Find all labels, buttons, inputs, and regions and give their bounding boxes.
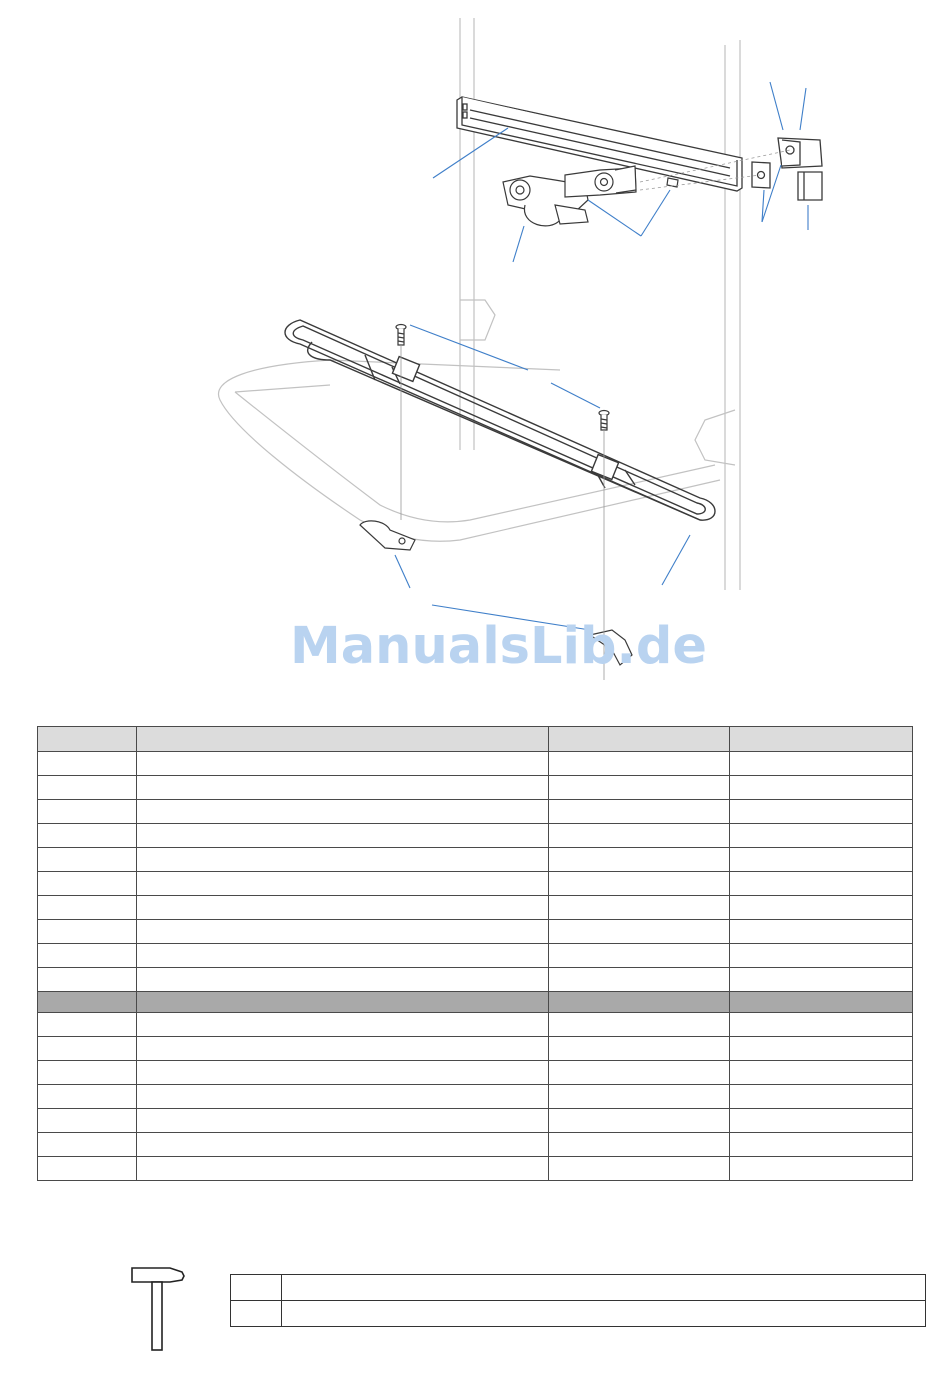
callout-leaders xyxy=(395,82,808,630)
table-cell xyxy=(730,1157,913,1181)
table-cell xyxy=(38,968,137,992)
table-cell xyxy=(730,776,913,800)
section-cell xyxy=(137,992,549,1013)
table-cell xyxy=(38,1061,137,1085)
table-cell xyxy=(137,1037,549,1061)
table-row xyxy=(38,848,913,872)
hammer-icon xyxy=(126,1262,190,1354)
table-cell xyxy=(549,1061,730,1085)
table-row xyxy=(38,920,913,944)
table-cell xyxy=(38,920,137,944)
table-cell xyxy=(38,752,137,776)
table-cell xyxy=(38,1133,137,1157)
table-cell xyxy=(137,752,549,776)
table-cell xyxy=(137,1157,549,1181)
table-row xyxy=(38,1157,913,1181)
table-cell xyxy=(38,1013,137,1037)
lock-mechanism xyxy=(503,166,678,226)
table-cell xyxy=(38,1109,137,1133)
tools-table xyxy=(230,1274,926,1327)
tools-cell xyxy=(282,1301,926,1327)
tools-cell xyxy=(231,1275,282,1301)
header-cell xyxy=(137,727,549,752)
table-cell xyxy=(730,968,913,992)
table-row xyxy=(38,872,913,896)
table-cell xyxy=(38,872,137,896)
table-cell xyxy=(549,848,730,872)
table-cell xyxy=(549,752,730,776)
table-cell xyxy=(137,1061,549,1085)
table-cell xyxy=(730,1109,913,1133)
table-cell xyxy=(137,968,549,992)
table-row xyxy=(38,1109,913,1133)
table-cell xyxy=(730,944,913,968)
table-row xyxy=(38,968,913,992)
table-cell xyxy=(137,848,549,872)
section-cell xyxy=(38,992,137,1013)
table-row xyxy=(38,776,913,800)
header-cell xyxy=(38,727,137,752)
table-cell xyxy=(730,1013,913,1037)
table-cell xyxy=(137,1133,549,1157)
table-cell xyxy=(38,944,137,968)
table-row xyxy=(38,1133,913,1157)
table-row xyxy=(38,1061,913,1085)
table-cell xyxy=(730,1085,913,1109)
table-cell xyxy=(730,1037,913,1061)
table-cell xyxy=(38,800,137,824)
table-cell xyxy=(137,920,549,944)
section-cell xyxy=(730,992,913,1013)
table-cell xyxy=(730,1061,913,1085)
table-row xyxy=(38,1085,913,1109)
table-cell xyxy=(549,1133,730,1157)
table-cell xyxy=(137,1109,549,1133)
tools-row xyxy=(231,1301,926,1327)
header-cell xyxy=(730,727,913,752)
table-section-row xyxy=(38,992,913,1013)
table-cell xyxy=(549,1085,730,1109)
table-cell xyxy=(730,848,913,872)
watermark: ManualsLib.de xyxy=(290,617,707,676)
table-cell xyxy=(730,872,913,896)
table-cell xyxy=(549,1013,730,1037)
table-cell xyxy=(137,824,549,848)
table-cell xyxy=(137,1085,549,1109)
table-header-row xyxy=(38,727,913,752)
table-row xyxy=(38,824,913,848)
table-cell xyxy=(137,1013,549,1037)
table-row xyxy=(38,944,913,968)
table-cell xyxy=(549,800,730,824)
table-row xyxy=(38,800,913,824)
table-cell xyxy=(38,1085,137,1109)
table-cell xyxy=(549,968,730,992)
table-cell xyxy=(38,824,137,848)
table-cell xyxy=(730,800,913,824)
table-row xyxy=(38,896,913,920)
table-cell xyxy=(137,944,549,968)
table-row xyxy=(38,1013,913,1037)
table-cell xyxy=(549,872,730,896)
table-cell xyxy=(137,800,549,824)
table-row xyxy=(38,1037,913,1061)
parts-table xyxy=(37,726,913,1181)
table-cell xyxy=(38,896,137,920)
table-cell xyxy=(730,824,913,848)
table-cell xyxy=(137,776,549,800)
table-cell xyxy=(137,896,549,920)
table-cell xyxy=(38,1157,137,1181)
tools-row xyxy=(231,1275,926,1301)
table-cell xyxy=(730,920,913,944)
table-cell xyxy=(549,824,730,848)
table-cell xyxy=(549,776,730,800)
table-cell xyxy=(549,920,730,944)
table-cell xyxy=(549,944,730,968)
table-cell xyxy=(549,896,730,920)
table-cell xyxy=(730,752,913,776)
table-cell xyxy=(38,1037,137,1061)
guide-lines xyxy=(401,150,790,680)
table-cell xyxy=(38,848,137,872)
table-cell xyxy=(549,1037,730,1061)
tube-frame xyxy=(285,320,715,520)
table-row xyxy=(38,752,913,776)
table-cell xyxy=(137,872,549,896)
table-cell xyxy=(38,776,137,800)
table-cell xyxy=(549,1157,730,1181)
tools-cell xyxy=(282,1275,926,1301)
table-cell xyxy=(549,1109,730,1133)
section-cell xyxy=(549,992,730,1013)
table-cell xyxy=(730,1133,913,1157)
end-caps xyxy=(752,138,822,200)
header-cell xyxy=(549,727,730,752)
table-cell xyxy=(730,896,913,920)
tools-cell xyxy=(231,1301,282,1327)
